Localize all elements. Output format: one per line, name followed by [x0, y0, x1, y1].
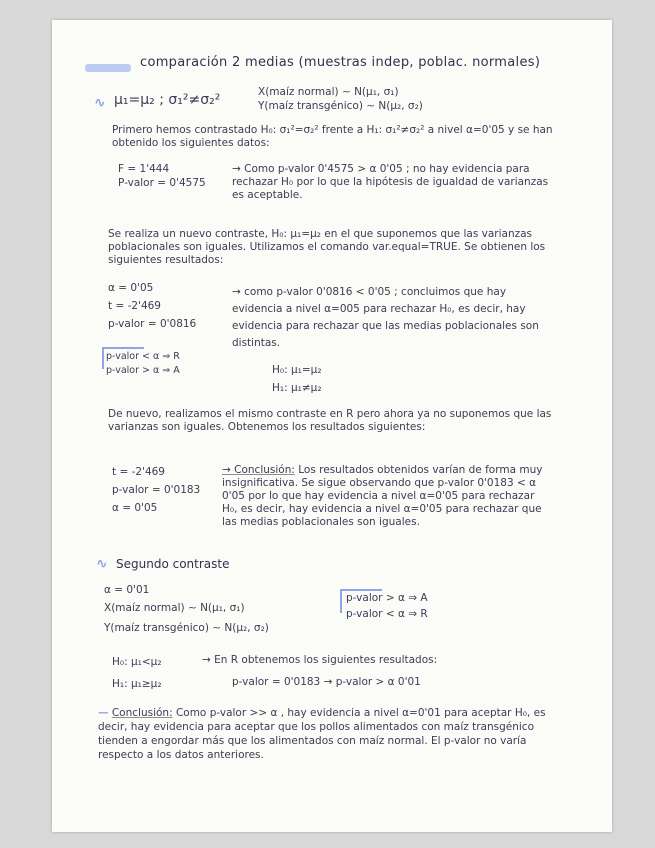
block3-conclusion-text: Los resultados obtenidos varían de forma muy insignificativa. Se sigue observando que p-valor 0'0183 < α 0'05 por lo que hay evidencia a nivel α=0'05 para rechazar H₀, es decir, hay evidencia a nivel α=0'05 para rechazar que las medias poblacionales son iguales.: [222, 464, 543, 528]
main-hypothesis: μ₁=μ₂ ; σ₁²≠σ₂²: [114, 92, 221, 108]
block2-rule-reject: p-valor < α ⇒ R: [106, 351, 180, 362]
block3-conclusion: [222, 464, 550, 529]
section2-title: Segundo contraste: [116, 557, 230, 571]
section2-h0: H₀: μ₁<μ₂: [112, 656, 162, 668]
section2-rule-accept: p-valor > α ⇒ A: [346, 592, 428, 604]
block1-result: → Como p-valor 0'4575 > α 0'05 ; no hay evidencia para rechazar H₀ por lo que la hipótesis de igualdad de varianzas es aceptable.: [232, 163, 549, 201]
block1-p-value: P-valor = 0'4575: [118, 177, 206, 189]
block2-intro: Se realiza un nuevo contraste, H₀: μ₁=μ₂ en el que suponemos que las varianzas poblacionales son iguales. Utilizamos el comando var.equal=TRUE. Se obtienen los siguientes resultados:: [108, 228, 546, 266]
y-distribution: Y(maíz transgénico) ∼ N(μ₂, σ₂): [258, 100, 423, 112]
block1-f-value: F = 1'444: [118, 163, 170, 175]
section2-conclusion-text: Como p-valor >> α , hay evidencia a nivel α=0'01 para aceptar H₀, es decir, hay evidencia para aceptar que los pollos alimentados con maíz transgénico tienden a engordar más que los alimentados con maíz normal. El p-valor no varía respecto a los datos anteriores.: [98, 707, 546, 761]
section2-alpha: α = 0'01: [104, 584, 150, 596]
block3-alpha: α = 0'05: [112, 502, 158, 514]
section2-conclusion: [98, 706, 556, 762]
section2-r-text: → En R obtenemos los siguientes resultados:: [202, 654, 438, 666]
block1-intro: Primero hemos contrastado H₀: σ₁²=σ₂² frente a H₁: σ₁²≠σ₂² a nivel α=0'05 y se han obtenido los siguientes datos:: [112, 124, 553, 149]
dash-bullet-icon: —: [98, 707, 109, 719]
block2-h0: H₀: μ₁=μ₂: [272, 364, 322, 376]
block3-intro: De nuevo, realizamos el mismo contraste en R pero ahora ya no suponemos que las varianzas son iguales. Obtenemos los resultados siguientes:: [108, 408, 552, 433]
section2-conclusion-label: Conclusión:: [111, 707, 173, 719]
block2-alpha: α = 0'05: [108, 282, 154, 294]
page-title: comparación 2 medias (muestras indep, poblac. normales): [140, 55, 541, 70]
section2-h1: H₁: μ₁≥μ₂: [112, 678, 162, 690]
block3-p-value: p-valor = 0'0183: [112, 484, 201, 496]
section2-y-distribution: Y(maíz transgénico) ∼ N(μ₂, σ₂): [104, 622, 269, 634]
x-distribution: X(maíz normal) ∼ N(μ₁, σ₁): [258, 86, 399, 98]
title-highlight: [85, 64, 131, 72]
wave-bullet-icon: ∿: [96, 556, 108, 572]
block2-result: → como p-valor 0'0816 < 0'05 ; concluimos que hay evidencia a nivel α=005 para rechazar H₀, es decir, hay evidencia para rechazar que las medias poblacionales son distintas.: [232, 286, 539, 349]
block3-t-value: t = -2'469: [112, 466, 165, 478]
block2-h1: H₁: μ₁≠μ₂: [272, 382, 322, 394]
section2-x-distribution: X(maíz normal) ∼ N(μ₁, σ₁): [104, 602, 245, 614]
block2-rule-accept: p-valor > α ⇒ A: [106, 365, 180, 376]
block3-conclusion-label: → Conclusión:: [222, 464, 295, 476]
section2-p-text: p-valor = 0'0183 → p-valor > α 0'01: [232, 676, 421, 688]
block2-p-value: p-valor = 0'0816: [108, 318, 197, 330]
wave-bullet-icon: ∿: [94, 95, 106, 111]
block2-t-value: t = -2'469: [108, 300, 161, 312]
section2-rule-reject: p-valor < α ⇒ R: [346, 608, 428, 620]
